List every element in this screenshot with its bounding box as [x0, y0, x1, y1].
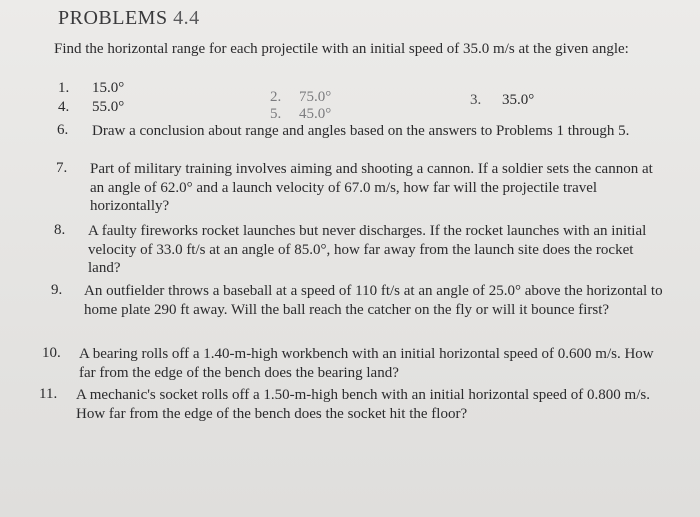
angle-4-number: 4.	[58, 99, 70, 115]
angle-5-number: 5.	[270, 106, 282, 122]
problem-11-text: A mechanic's socket rolls off a 1.50-m-high bench with an initial horizontal speed of 0.800 m/s. How far from the edge of the bench does the socket hit the floor?	[76, 387, 650, 422]
intro-instructions: Find the horizontal range for each projectile with an initial speed of 35.0 m/s at the given angle:	[54, 41, 629, 57]
angle-1-value: 15.0°	[92, 80, 125, 96]
problem-9-number: 9.	[51, 282, 63, 298]
angle-2-value: 75.0°	[299, 89, 332, 105]
problem-10-text: A bearing rolls off a 1.40-m-high workbench with an initial horizontal speed of 0.600 m/s. How far from the edge of the bench does the bearing land?	[79, 346, 654, 381]
angle-5-value: 45.0°	[299, 106, 332, 122]
angle-2-number: 2.	[270, 89, 282, 105]
angle-1-number: 1.	[58, 80, 70, 96]
problem-10-number: 10.	[42, 345, 61, 361]
title-text: PROBLEMS	[58, 7, 168, 29]
page-title	[58, 7, 200, 30]
angle-3-value: 35.0°	[502, 92, 535, 108]
problem-7-text: Part of military training involves aiming and shooting a cannon. If a soldier sets the cannon at an angle of 62.0° and a launch velocity of 67.0 m/s, how far will the projectile travel horizontally?	[90, 161, 653, 215]
section-number: 4.4	[173, 7, 200, 29]
problem-11-number: 11.	[39, 386, 58, 402]
angle-4-value: 55.0°	[92, 99, 125, 115]
problem-6-number: 6.	[57, 122, 69, 138]
problem-8-text: A faulty fireworks rocket launches but never discharges. If the rocket launches with an initial velocity of 33.0 ft/s at an angle of 85.0°, how far away from the launch site does the rocket land?	[88, 223, 647, 277]
problem-8-number: 8.	[54, 222, 66, 238]
problem-9-text: An outfielder throws a baseball at a speed of 110 ft/s at an angle of 25.0° above the horizontal to home plate 290 ft away. Will the ball reach the catcher on the fly or will it bounce first?	[84, 283, 663, 318]
problem-6-text: Draw a conclusion about range and angles based on the answers to Problems 1 through 5.	[92, 123, 630, 139]
problem-7-number: 7.	[56, 160, 68, 176]
angle-3-number: 3.	[470, 92, 482, 108]
